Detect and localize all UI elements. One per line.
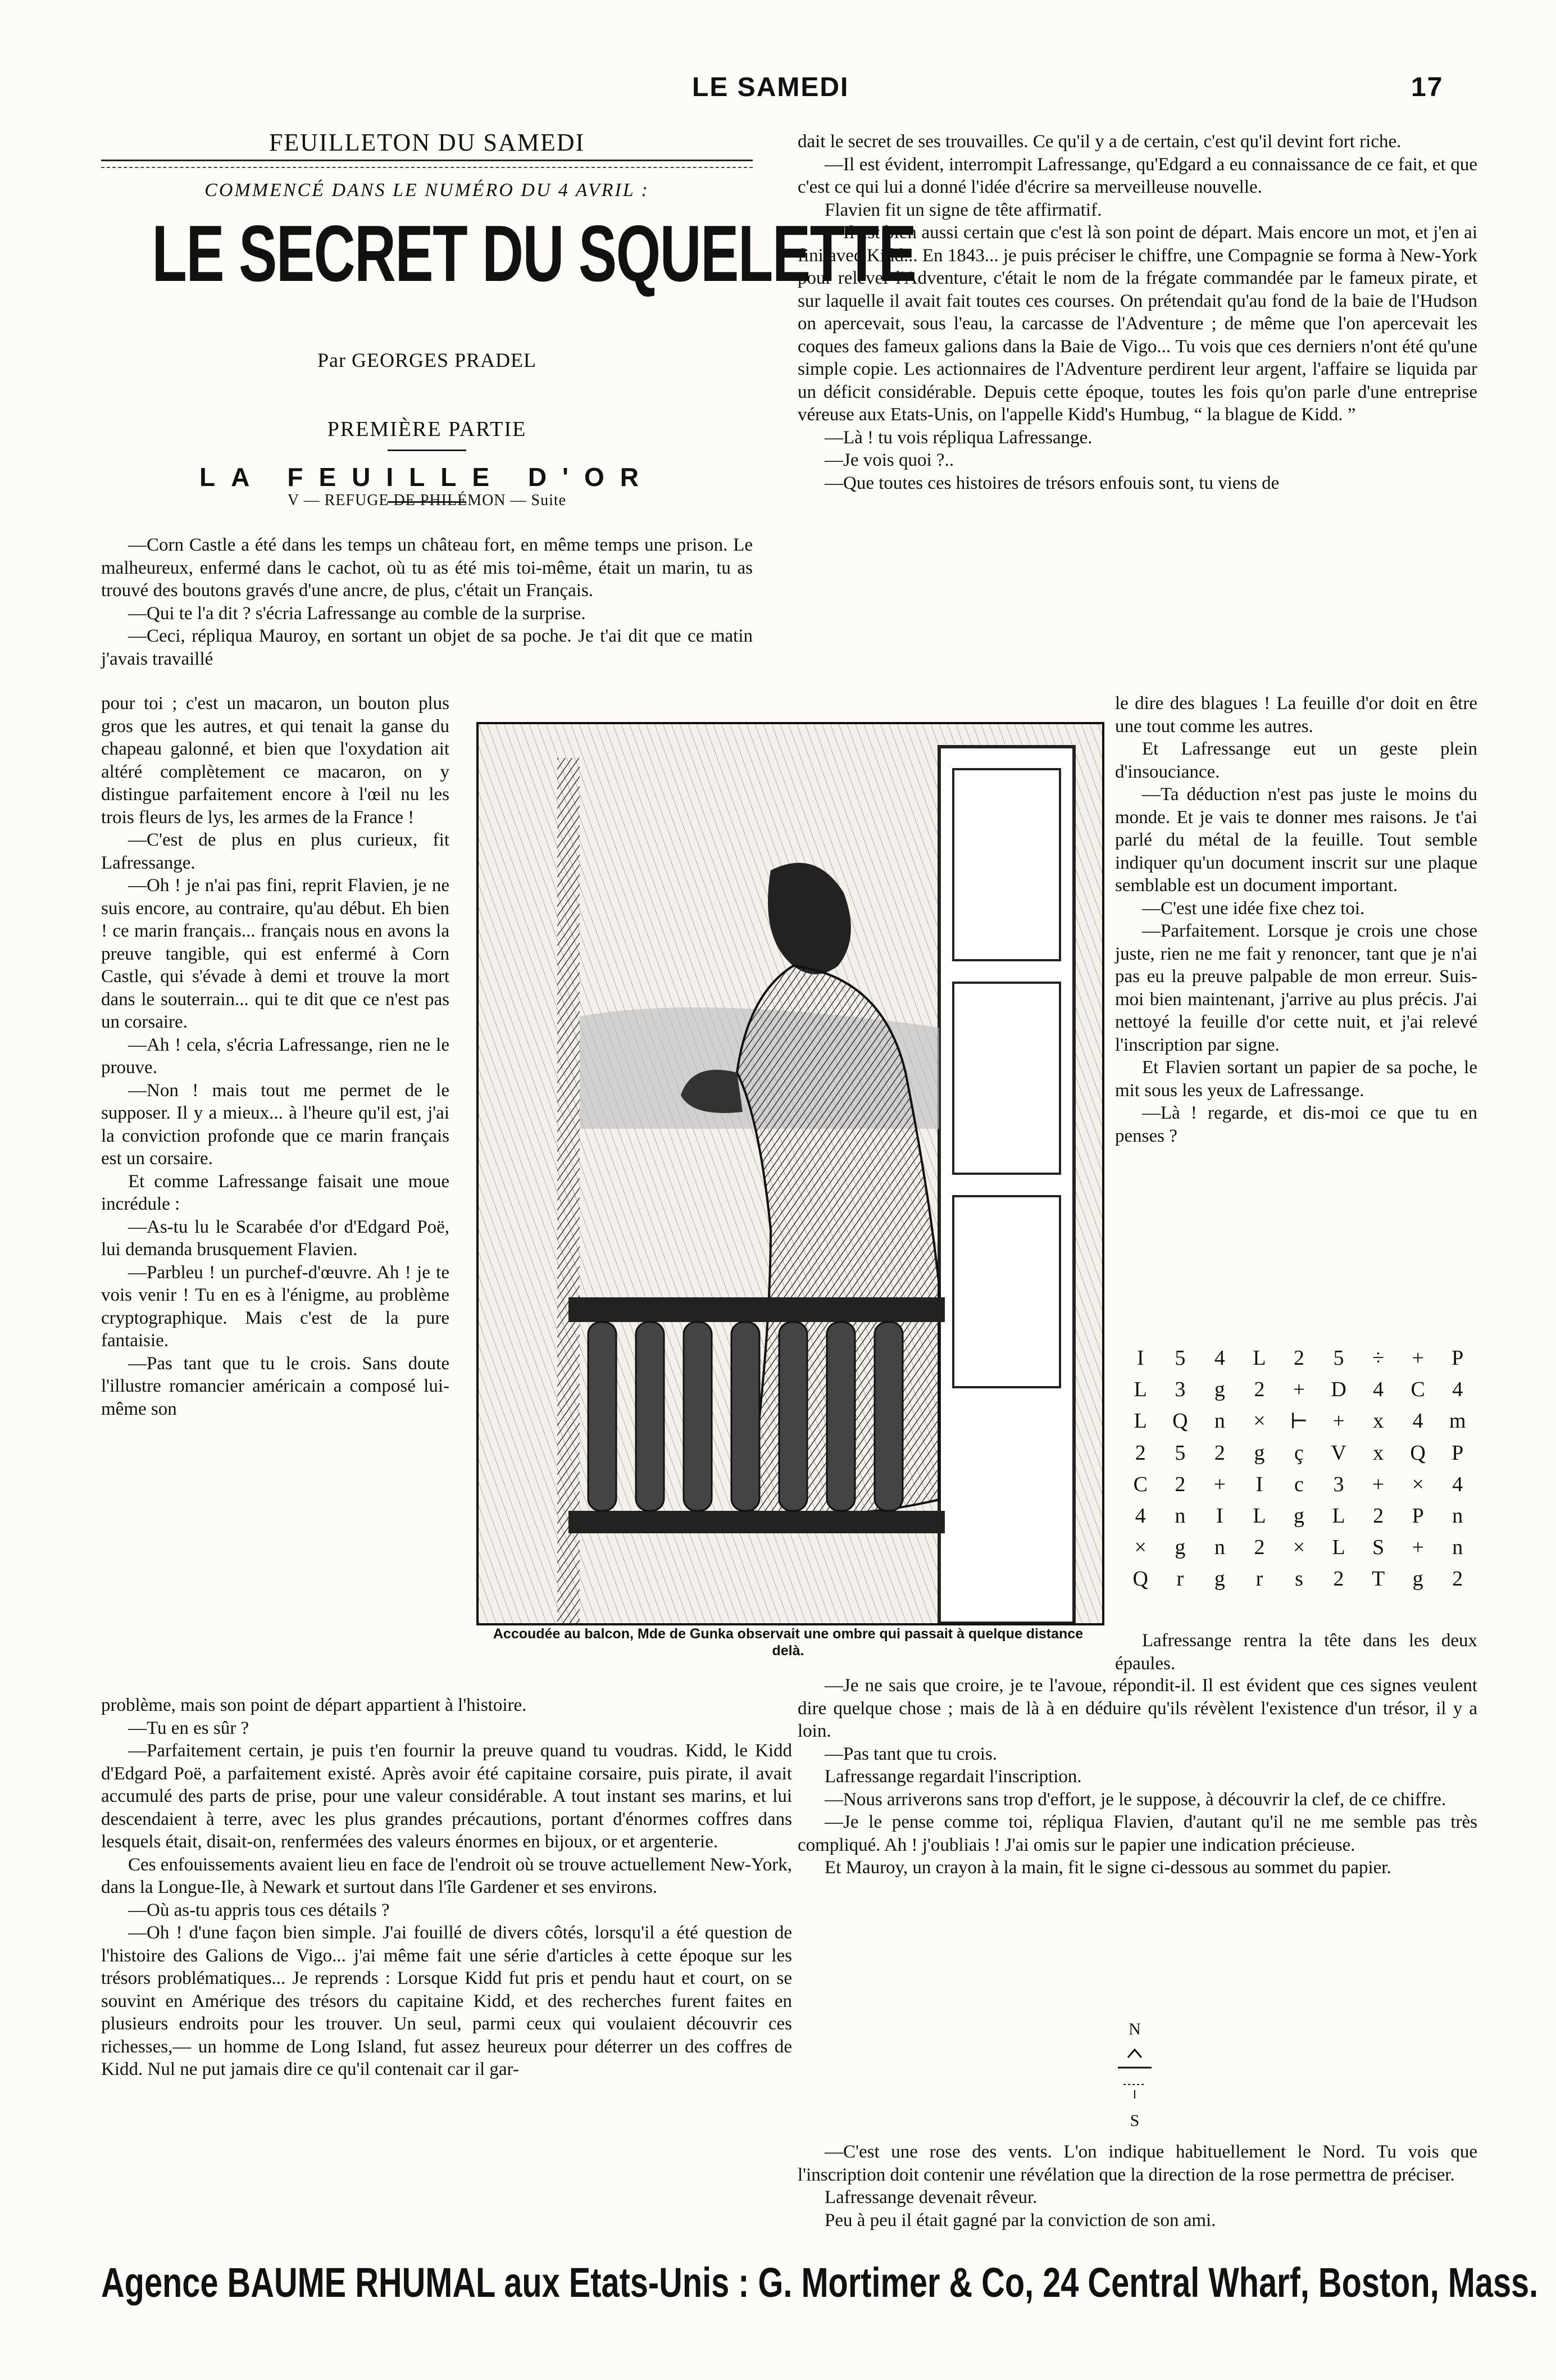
story-title: LE SECRET DU SQUELETTE bbox=[152, 209, 916, 298]
paragraph: —C'est une idée fixe chez toi. bbox=[1142, 898, 1365, 919]
cipher-symbol: × bbox=[1253, 1409, 1266, 1433]
cipher-symbol: I bbox=[1136, 1346, 1144, 1370]
cipher-symbol: x bbox=[1373, 1441, 1384, 1465]
cipher-symbol: L bbox=[1332, 1504, 1345, 1528]
cipher-symbol: 2 bbox=[1333, 1567, 1344, 1591]
paragraph: —Ah ! cela, s'écria Lafressange, rien ne le prouve. bbox=[101, 1034, 449, 1078]
paragraph: —Parfaitement certain, je puis t'en fournir la preuve quand tu voudras. Kidd, le Kidd d'Edgard Poë, a parfaitement existé. Après avoir été capitaine corsaire, puis pirate, il avait accumulé des parts de prise, pour une valeur considérable. A tout instant ses marins, et lui descendaient à terre, avec les plus grandes précautions, portant d'énormes coffres dans lesquels était, disait-on, renfermées des valeurs énormes en bijoux, or et argenterie. bbox=[101, 1741, 792, 1852]
right-column-final bbox=[798, 2141, 1477, 2232]
paragraph: —Nous arriverons sans trop d'effort, je le suppose, à découvrir la clef, de ce chiffre. bbox=[825, 1789, 1446, 1810]
paragraph: Ces enfouissements avaient lieu en face de l'endroit où se trouve actuellement New-York, dans la Longue-Ile, à Newark et surtout dans l'île Gardener et ses environs. bbox=[101, 1854, 792, 1897]
left-column-narrow bbox=[101, 692, 449, 1420]
cipher-symbol: L bbox=[1332, 1536, 1345, 1559]
cipher-symbol: n bbox=[1214, 1536, 1225, 1559]
cipher-symbol: g bbox=[1254, 1441, 1265, 1465]
cipher-symbol: r bbox=[1255, 1567, 1263, 1591]
cipher-symbol: ÷ bbox=[1372, 1346, 1385, 1370]
right-column-bottom bbox=[798, 1674, 1477, 1879]
cipher-symbol: + bbox=[1293, 1378, 1305, 1401]
paragraph: —Qui te l'a dit ? s'écria Lafressange au comble de la surprise. bbox=[128, 603, 586, 624]
cipher-symbol: c bbox=[1294, 1473, 1304, 1496]
paragraph: Lafressange regardait l'inscription. bbox=[825, 1766, 1082, 1787]
paragraph: —Je le pense comme toi, répliqua Flavien, d'autant qu'il ne me semble pas très compliqué. Ah ! j'oubliais ! J'ai omis sur le papier une indication précieuse. bbox=[798, 1812, 1477, 1855]
cipher-symbol: g bbox=[1293, 1504, 1304, 1528]
feuilleton-label: FEUILLETON DU SAMEDI bbox=[269, 129, 585, 156]
paragraph: —C'est une rose des vents. L'on indique habituellement le Nord. Tu vois que l'inscription doit contenir une révélation que la direction de la rose permettra de préciser. bbox=[798, 2142, 1477, 2185]
cipher-symbol: 4 bbox=[1135, 1504, 1146, 1528]
paragraph: Lafressange rentra la tête dans les deux épaules. bbox=[1115, 1630, 1477, 1674]
compass-rose-icon bbox=[1107, 2045, 1163, 2107]
cipher-symbol: 5 bbox=[1333, 1346, 1344, 1370]
cipher-symbol: 2 bbox=[1254, 1378, 1265, 1401]
paragraph: Et Mauroy, un crayon à la main, fit le signe ci-dessous au sommet du papier. bbox=[825, 1857, 1391, 1878]
paragraph: —Où as-tu appris tous ces détails ? bbox=[128, 1900, 390, 1920]
paragraph: le dire des blagues ! La feuille d'or doit en être une tout comme les autres. bbox=[1115, 693, 1477, 737]
cipher-symbol: P bbox=[1452, 1346, 1464, 1370]
paragraph: —Pas tant que tu crois. bbox=[825, 1743, 998, 1764]
right-column-narrow bbox=[1115, 692, 1477, 1147]
cipher-symbol: 3 bbox=[1175, 1378, 1186, 1401]
cipher-symbol: r bbox=[1176, 1567, 1184, 1591]
cipher-symbol: n bbox=[1452, 1504, 1463, 1528]
footer-advertisement: Agence BAUME RHUMAL aux Etats-Unis : G. Mortimer & Co, 24 Central Wharf, Boston, Mass. bbox=[101, 2259, 1539, 2306]
paragraph: pour toi ; c'est un macaron, un bouton plus gros que les autres, et qui tenait la ganse du chapeau galonné, et bien que l'oxydation ait altéré complètement ce macaron, on y distingue parfaitement encore à l'œil nu les trois fleurs de lys, les armes de la France ! bbox=[101, 693, 449, 828]
cipher-symbol: 2 bbox=[1135, 1441, 1146, 1465]
cipher-symbol: ⊢ bbox=[1290, 1410, 1308, 1433]
author: Par GEORGES PRADEL bbox=[317, 349, 536, 371]
paragraph: —Là ! regarde, et dis-moi ce que tu en penses ? bbox=[1115, 1103, 1477, 1146]
cipher-symbol: g bbox=[1214, 1567, 1225, 1591]
paragraph: —As-tu lu le Scarabée d'or d'Edgard Poë, lui demanda brusquement Flavien. bbox=[101, 1216, 449, 1260]
paragraph: —Oh ! je n'ai pas fini, reprit Flavien, je ne suis encore, au contraire, qu'au début. Eh bien ! ce marin français... français nous en avons la preuve tangible, qui est enfermé à Corn Castle, qui s'évade à demi et trouve la mort dans le souterrain... qui te dit que ce n'est pas un corsaire. bbox=[101, 875, 449, 1032]
illustration-caption: Accoudée au balcon, Mde de Gunka observait une ombre qui passait à quelque distance delà. bbox=[493, 1626, 1084, 1659]
paragraph: Peu à peu il était gagné par la conviction de son ami. bbox=[825, 2210, 1216, 2231]
cipher-symbol: × bbox=[1134, 1536, 1146, 1559]
cipher-symbol: ç bbox=[1294, 1441, 1304, 1465]
cipher-symbol: T bbox=[1371, 1567, 1385, 1591]
cipher-symbol: 2 bbox=[1175, 1473, 1186, 1496]
cipher-symbol: g bbox=[1412, 1567, 1423, 1591]
paragraph: —Tu en es sûr ? bbox=[128, 1718, 249, 1738]
paragraph: —Que toutes ces histoires de trésors enfouis sont, tu viens de bbox=[825, 473, 1280, 493]
short-divider bbox=[388, 449, 466, 451]
cipher-symbol: 4 bbox=[1452, 1378, 1463, 1401]
paragraph: —Pas tant que tu le crois. Sans doute l'illustre romancier américain a composé lui-même son bbox=[101, 1353, 449, 1419]
cipher-symbol: 4 bbox=[1412, 1409, 1423, 1433]
section-heading: LA FEUILLE D'OR bbox=[199, 462, 654, 492]
right-column-top bbox=[798, 130, 1477, 494]
paragraph: Et comme Lafressange faisait une moue incrédule : bbox=[101, 1171, 449, 1214]
cipher-symbol: × bbox=[1412, 1473, 1424, 1496]
cipher-symbol: L bbox=[1134, 1409, 1147, 1433]
paragraph: —Je vois quoi ?.. bbox=[825, 450, 954, 470]
cipher-symbol: n bbox=[1175, 1504, 1186, 1528]
cipher-symbol: I bbox=[1255, 1473, 1263, 1496]
cipher-symbol: Q bbox=[1132, 1567, 1148, 1591]
paragraph: —Là ! tu vois répliqua Lafressange. bbox=[825, 427, 1093, 448]
part-heading: PREMIÈRE PARTIE bbox=[327, 417, 527, 441]
paragraph: Et Flavien sortant un papier de sa poche, le mit sous les yeux de Lafressange. bbox=[1115, 1057, 1477, 1101]
cipher-symbol: m bbox=[1449, 1409, 1466, 1433]
cipher-symbol: 2 bbox=[1254, 1536, 1265, 1559]
cipher-symbol: Q bbox=[1410, 1441, 1426, 1465]
illustration bbox=[476, 722, 1104, 1625]
cipher-symbol: + bbox=[1412, 1536, 1424, 1559]
paragraph: Flavien fit un signe de tête affirmatif. bbox=[825, 199, 1102, 220]
cipher-symbol: 4 bbox=[1214, 1346, 1225, 1370]
cipher-symbol: Q bbox=[1172, 1409, 1188, 1433]
cipher-symbol: n bbox=[1214, 1409, 1225, 1433]
cipher-symbol: + bbox=[1213, 1473, 1226, 1496]
cipher-symbol: 2 bbox=[1452, 1567, 1463, 1591]
paragraph: dait le secret de ses trouvailles. Ce qu'il y a de certain, c'est qu'il devint fort riche. bbox=[798, 131, 1402, 152]
cipher-symbol: n bbox=[1452, 1536, 1463, 1559]
cipher-symbol: 2 bbox=[1214, 1441, 1225, 1465]
cipher-symbol: S bbox=[1372, 1536, 1385, 1559]
cipher-symbol: C bbox=[1133, 1473, 1148, 1496]
cipher-symbol: D bbox=[1331, 1378, 1346, 1401]
cipher-symbol: L bbox=[1134, 1378, 1147, 1401]
paragraph: —Non ! mais tout me permet de le supposer. Il y a mieux... à l'heure qu'il est, j'ai la conviction profonde que ce marin français est un corsaire. bbox=[101, 1080, 449, 1169]
cipher-symbol: V bbox=[1331, 1441, 1346, 1465]
cipher-grid bbox=[1121, 1346, 1477, 1591]
right-column-after-cipher bbox=[1115, 1629, 1477, 1675]
paragraph: problème, mais son point de départ appartient à l'histoire. bbox=[101, 1695, 527, 1715]
paragraph: —C'est de plus en plus curieux, fit Lafressange. bbox=[101, 830, 449, 873]
chapter-heading: V — REFUGE DE PHILÉMON — Suite bbox=[287, 492, 567, 509]
paragraph: —Ceci, répliqua Mauroy, en sortant un objet de sa poche. Je t'ai dit que ce matin j'avais travaillé bbox=[101, 626, 753, 669]
paragraph: —Je ne sais que croire, je te l'avoue, répondit-il. Il est évident que ces signes veulent dire quelque chose ; mais de là à en déduire qu'ils révèlent l'existence d'un trésor, il y a loin. bbox=[798, 1675, 1477, 1741]
cipher-symbol: g bbox=[1175, 1536, 1186, 1559]
page-number: 17 bbox=[1411, 72, 1444, 102]
paragraph: —Il est évident, interrompit Lafressange, qu'Edgard a eu connaissance de ce fait, et que c'est ce qui lui a donné l'idée d'écrire sa merveilleuse nouvelle. bbox=[798, 154, 1477, 197]
cipher-symbol: 5 bbox=[1175, 1441, 1186, 1465]
cipher-symbol: I bbox=[1216, 1504, 1223, 1528]
cipher-symbol: g bbox=[1214, 1378, 1225, 1401]
cipher-symbol: 5 bbox=[1175, 1346, 1186, 1370]
paragraph: Lafressange devenait rêveur. bbox=[825, 2187, 1038, 2208]
divider bbox=[101, 160, 753, 168]
left-column-top bbox=[101, 534, 753, 670]
paragraph: —Corn Castle a été dans les temps un château fort, en même temps une prison. Le malheureux, enfermé dans le cachot, où tu as été mis toi-même, était un marin, tu as trouvé des boutons gravés d'une ancre, de plus, c'était un Français. bbox=[101, 535, 753, 601]
cipher-symbol: 4 bbox=[1452, 1473, 1463, 1496]
paragraph: —Ta déduction n'est pas juste le moins du monde. Et je vais te donner mes raisons. Je t'ai parlé du métal de la feuille. Tout semble indiquer qu'un document inscrit sur une plaque semblable est un document important. bbox=[1115, 784, 1477, 896]
cipher-symbol: 4 bbox=[1373, 1378, 1384, 1401]
cipher-symbol: L bbox=[1253, 1504, 1266, 1528]
cipher-symbol: × bbox=[1293, 1536, 1305, 1559]
paragraph: Et Lafressange eut un geste plein d'insouciance. bbox=[1115, 739, 1477, 782]
cipher-symbol: s bbox=[1295, 1567, 1303, 1591]
paragraph: —Oh ! d'une façon bien simple. J'ai fouillé de divers côtés, lorsqu'il a été question de l'histoire des Galions de Vigo... j'ai même fait une série d'articles à cette époque sur les trésors problématiques... Je reprends : Lorsque Kidd fut pris et pendu haut et court, on se souvint en Amérique des trésors du capitaine Kidd, et des recherches furent faites en plusieurs endroits pour les trouver. Un seul, parmi ceux qui voulaient découvrir ces richesses,— un homme de Long Island, fut assez heureux pour déterrer un des coffres de Kidd. Nul ne put jamais dire ce qu'il contenait car il gar- bbox=[101, 1923, 792, 2079]
journal-title: LE SAMEDI bbox=[692, 72, 849, 102]
cipher-symbol: + bbox=[1412, 1346, 1424, 1370]
cipher-symbol: L bbox=[1253, 1346, 1266, 1370]
cipher-symbol: P bbox=[1452, 1441, 1464, 1465]
cipher-symbol: + bbox=[1332, 1409, 1345, 1433]
cipher-symbol: P bbox=[1412, 1504, 1424, 1528]
cipher-symbol: x bbox=[1373, 1409, 1384, 1433]
compass-south: S bbox=[1130, 2111, 1140, 2130]
paragraph: —Il est bien aussi certain que c'est là son point de départ. Mais encore un mot, et j'en ai fini avec Kidd... En 1843... je puis préciser le chiffre, une Compagnie se forma à New-York pour relever l'Adventure, c'était le nom de la frégate commandée par le fameux pirate, et sur laquelle il avait fait toutes ces courses. On prétendait qu'au fond de la baie de l'Hudson on apercevait, sous l'eau, la carcasse de l'Adventure ; de même que l'on apercevait les coques des fameux galions dans la Baie de Vigo... Tu vois que ces derniers n'ont été qu'une simple copie. Les actionnaires de l'Adventure perdirent leur argent, l'affaire se liquida par un déficit considérable. Depuis cette époque, toutes les fois qu'on parle d'une entreprise véreuse aux Etats-Unis, on l'appelle Kidd's Humbug, “ la blague de Kidd. ” bbox=[798, 222, 1477, 425]
cipher-symbol: 3 bbox=[1333, 1473, 1344, 1496]
cipher-symbol: C bbox=[1411, 1378, 1425, 1401]
left-column-bottom bbox=[101, 1694, 792, 2081]
cipher-symbol: 2 bbox=[1293, 1346, 1304, 1370]
paragraph: —Parbleu ! un purchef-d'œuvre. Ah ! je te vois venir ! Tu en es à l'énigme, au problème cryptographique. Mais c'est de la pure fantaisie. bbox=[101, 1262, 449, 1351]
started-note: COMMENCÉ DANS LE NUMÉRO DU 4 AVRIL : bbox=[204, 180, 649, 201]
cipher-symbol: + bbox=[1372, 1473, 1385, 1496]
cipher-symbol: 2 bbox=[1373, 1504, 1384, 1528]
compass-north: N bbox=[1129, 2020, 1141, 2038]
balcony-illustration bbox=[479, 724, 1102, 1623]
paragraph: —Parfaitement. Lorsque je crois une chose juste, rien ne me fait y renoncer, tant que je n'ai pas eu la preuve palpable de mon erreur. Suis-moi bien maintenant, j'arrive au plus précis. J'ai nettoyé la feuille d'or cette nuit, et j'ai relevé l'inscription par signe. bbox=[1115, 921, 1477, 1055]
